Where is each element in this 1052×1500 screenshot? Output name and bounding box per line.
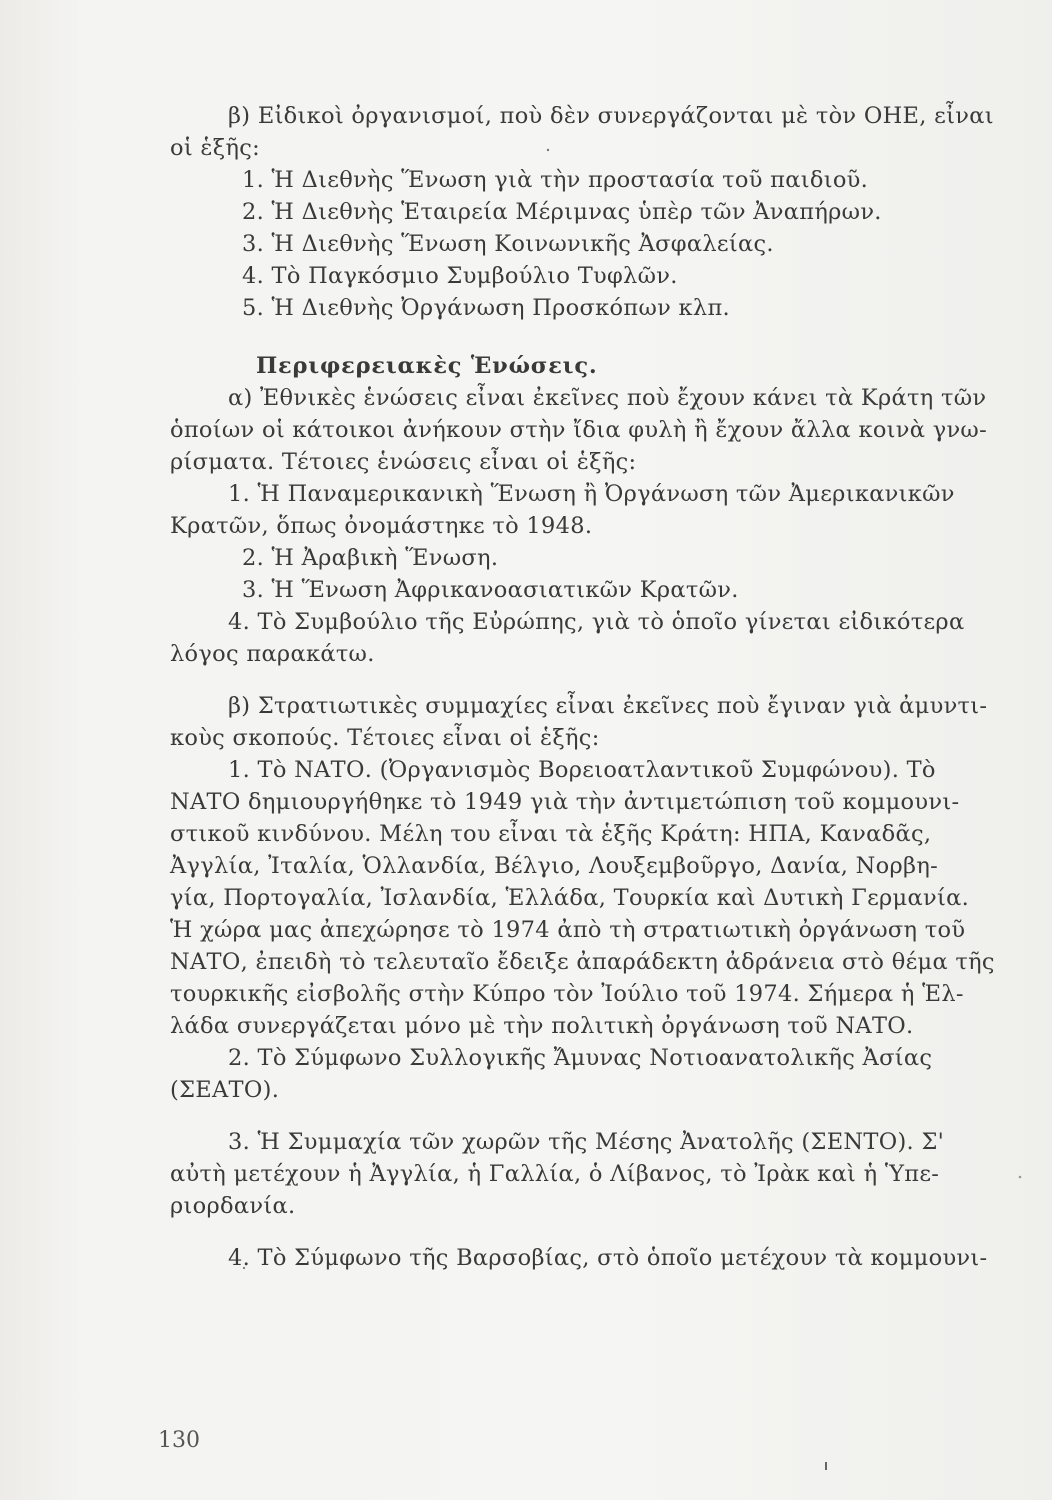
- text-line: 2. Τὸ Σύμφωνο Συλλογικῆς Ἄμυνας Νοτιοανατολικῆς Ἀσίας: [228, 1045, 933, 1071]
- list-item-warsaw-pact: [170, 1242, 1030, 1274]
- text-line: ρίσματα. Τέτοιες ἑνώσεις εἶναι οἱ ἑξῆς:: [170, 449, 637, 475]
- text-line: 3. Ἡ Διεθνὴς Ἕνωση Κοινωνικῆς Ἀσφαλείας.: [242, 231, 774, 257]
- list-item: [170, 164, 1030, 196]
- list-item: [170, 478, 1030, 542]
- text-line: 2. Ἡ Ἀραβικὴ Ἕνωση.: [242, 545, 499, 571]
- list-item: [170, 574, 1030, 606]
- page-body: [170, 100, 1030, 1274]
- page-number: 130: [158, 1428, 200, 1453]
- text-line: αὐτὴ μετέχουν ἡ Ἀγγλία, ἡ Γαλλία, ὁ Λίβανος, τὸ Ἰρὰκ καὶ ἡ Ὑπε-: [170, 1161, 940, 1187]
- text-line: 4. Τὸ Παγκόσμιο Συμβούλιο Τυφλῶν.: [242, 263, 678, 289]
- heading-text: Περιφερειακὲς Ἑνώσεις.: [256, 353, 598, 379]
- text-line: κοὺς σκοπούς. Τέτοιες εἶναι οἱ ἑξῆς:: [170, 725, 600, 751]
- text-line: γία, Πορτογαλία, Ἰσλανδία, Ἑλλάδα, Τουρκία καὶ Δυτικὴ Γερμανία.: [170, 885, 970, 911]
- list-item: [170, 196, 1030, 228]
- text-line: Ἡ χώρα μας ἀπεχώρησε τὸ 1974 ἀπὸ τὴ στρατιωτικὴ ὀργάνωση τοῦ: [170, 917, 966, 943]
- list-item-seato: [170, 1042, 1030, 1106]
- text-line: β) Στρατιωτικὲς συμμαχίες εἶναι ἐκεῖνες ποὺ ἔγιναν γιὰ ἀμυντι-: [228, 693, 988, 719]
- text-line: ὁποίων οἱ κάτοικοι ἀνήκουν στὴν ἴδια φυλὴ ἢ ἔχουν ἄλλα κοινὰ γνω-: [170, 417, 987, 443]
- text-line: Ἀγγλία, Ἰταλία, Ὁλλανδία, Βέλγιο, Λουξεμβοῦργο, Δανία, Νορβη-: [170, 853, 939, 879]
- list-item: [170, 260, 1030, 292]
- list-item: [170, 606, 1030, 670]
- text-line: στικοῦ κινδύνου. Μέλη του εἶναι τὰ ἑξῆς Κράτη: ΗΠΑ, Καναδᾶς,: [170, 821, 932, 847]
- paragraph-military-alliances: [170, 690, 1030, 754]
- text-line: ΝΑΤΟ δημιουργήθηκε τὸ 1949 γιὰ τὴν ἀντιμετώπιση τοῦ κομμουνι-: [170, 789, 960, 815]
- text-line: 1. Τὸ ΝΑΤΟ. (Ὀργανισμὸς Βορειοατλαντικοῦ Συμφώνου). Τὸ: [228, 757, 936, 783]
- text-line: 3. Ἡ Ἕνωση Ἀφρικανοασιατικῶν Κρατῶν.: [242, 577, 739, 603]
- list-item: [170, 542, 1030, 574]
- text-line: τουρκικῆς εἰσβολῆς στὴν Κύπρο τὸν Ἰούλιο τοῦ 1974. Σήμερα ἡ Ἑλ-: [170, 981, 964, 1007]
- paragraph-national-unions: [170, 382, 1030, 478]
- text-line: 4. Τὸ Σύμφωνο τῆς Βαρσοβίας, στὸ ὁποῖο μετέχουν τὰ κομμουνι-: [228, 1245, 988, 1271]
- text-line: 2. Ἡ Διεθνὴς Ἑταιρεία Μέριμνας ὑπὲρ τῶν Ἀναπήρων.: [242, 199, 882, 225]
- text-line: ΝΑΤΟ, ἐπειδὴ τὸ τελευταῖο ἔδειξε ἀπαράδεκτη ἀδράνεια στὸ θέμα τῆς: [170, 949, 995, 975]
- text-line: α) Ἐθνικὲς ἑνώσεις εἶναι ἐκεῖνες ποὺ ἔχουν κάνει τὰ Κράτη τῶν: [228, 385, 987, 411]
- text-line: λάδα συνεργάζεται μόνο μὲ τὴν πολιτικὴ ὀργάνωση τοῦ ΝΑΤΟ.: [170, 1013, 914, 1039]
- text-line: 1. Ἡ Διεθνὴς Ἕνωση γιὰ τὴν προστασία τοῦ παιδιοῦ.: [242, 167, 869, 193]
- section-heading: [170, 350, 1030, 382]
- text-line: 3. Ἡ Συμμαχία τῶν χωρῶν τῆς Μέσης Ἀνατολῆς (ΣΕΝΤΟ). Σ': [228, 1129, 945, 1155]
- text-line: οἱ ἑξῆς:: [170, 135, 261, 161]
- text-line: 5. Ἡ Διεθνὴς Ὀργάνωση Προσκόπων κλπ.: [242, 295, 731, 321]
- text-line: (ΣΕΑΤΟ).: [170, 1077, 280, 1103]
- speck: [825, 1462, 827, 1470]
- paragraph-specialized-organizations: [170, 100, 1030, 164]
- list-item-cento: [170, 1126, 1030, 1222]
- text-line: 4. Τὸ Συμβούλιο τῆς Εὐρώπης, γιὰ τὸ ὁποῖο γίνεται εἰδικότερα: [228, 609, 965, 635]
- list-item: [170, 228, 1030, 260]
- text-line: λόγος παρακάτω.: [170, 641, 375, 667]
- text-line: Κρατῶν, ὅπως ὀνομάστηκε τὸ 1948.: [170, 513, 593, 539]
- list-item: [170, 292, 1030, 324]
- text-line: ριορδανία.: [170, 1193, 296, 1219]
- list-item-nato: [170, 754, 1030, 1042]
- text-line: β) Εἰδικοὶ ὀργανισμοί, ποὺ δὲν συνεργάζονται μὲ τὸν ΟΗΕ, εἶναι: [228, 103, 994, 129]
- text-line: 1. Ἡ Παναμερικανικὴ Ἕνωση ἢ Ὀργάνωση τῶν Ἀμερικανικῶν: [228, 481, 955, 507]
